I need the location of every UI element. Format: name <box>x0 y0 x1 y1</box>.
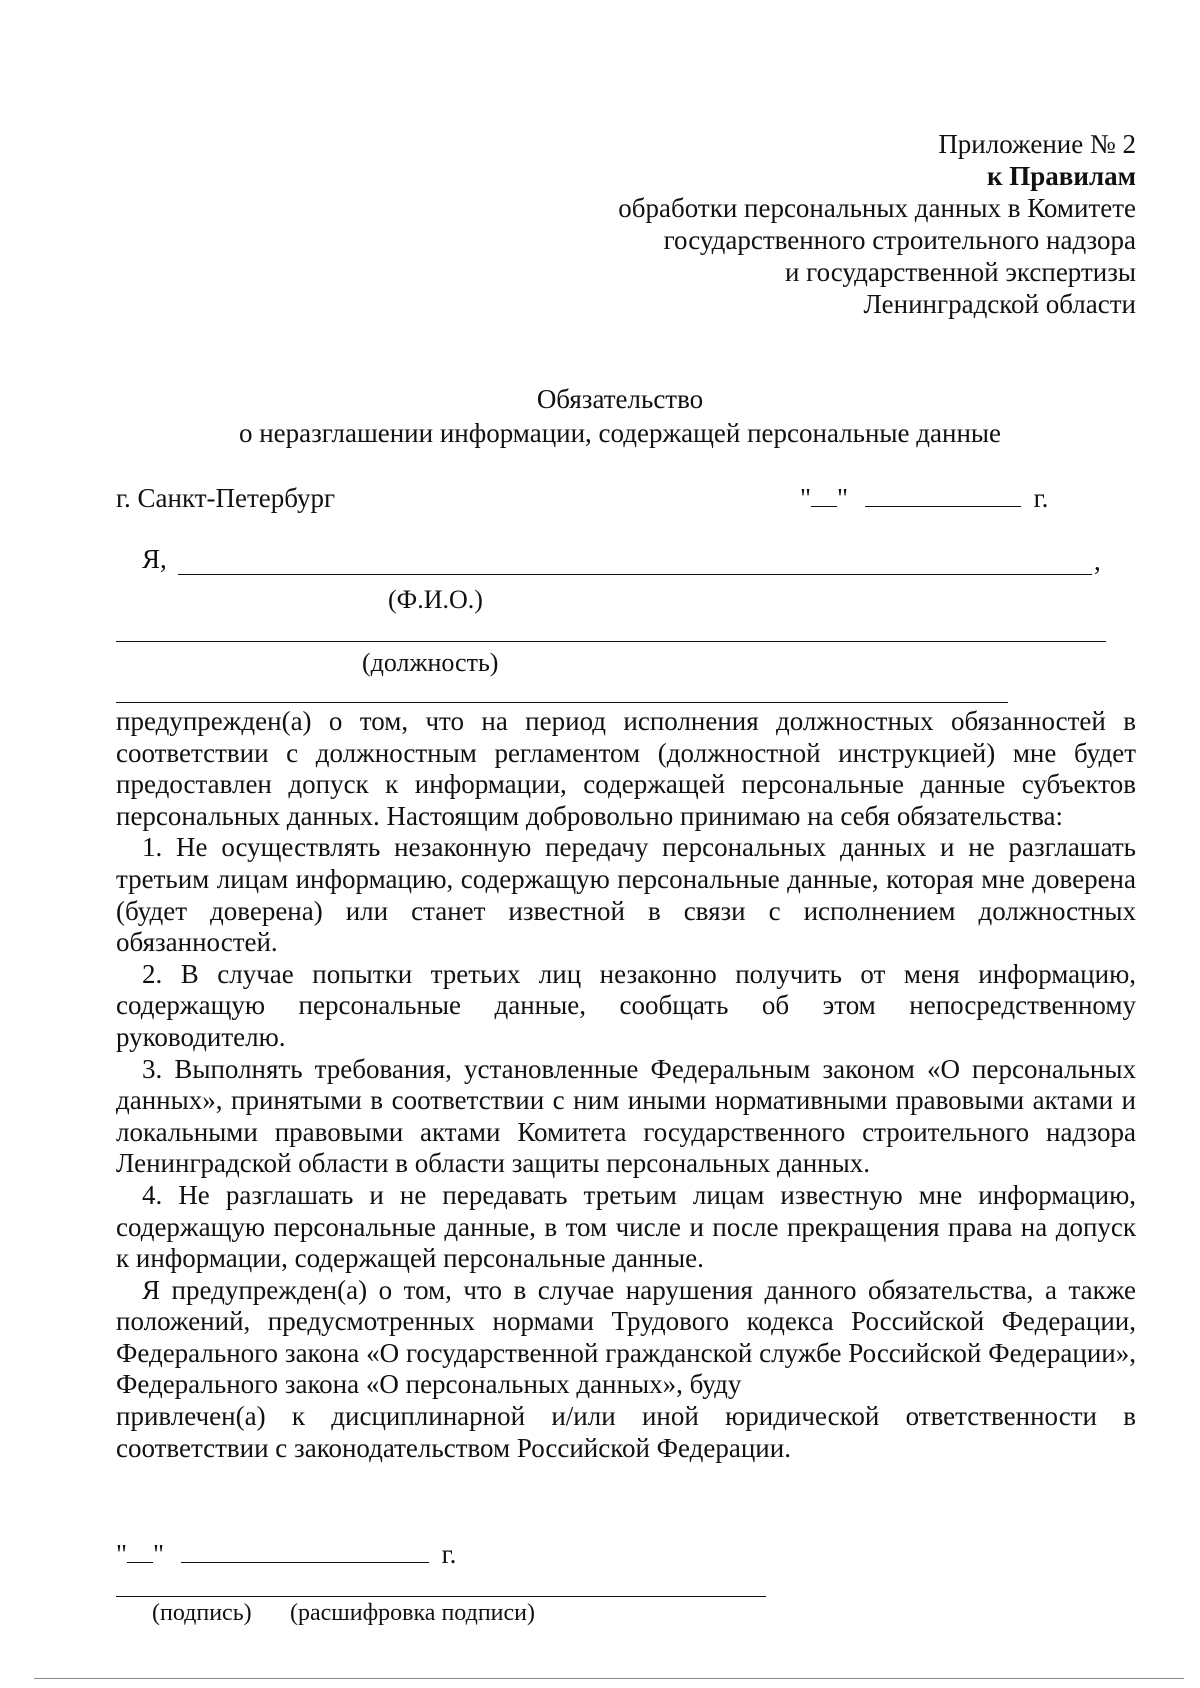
appendix-line-3: обработки персональных данных в Комитете <box>618 193 1136 223</box>
year-suffix: г. <box>1033 483 1049 513</box>
fio-comma: , <box>1094 546 1101 576</box>
date-quote-open: " <box>800 483 812 513</box>
date-field-bottom <box>116 1538 456 1570</box>
position-caption: (должность) <box>362 648 499 677</box>
warning-paragraph-continued: привлечен(а) к дисциплинарной и/или иной юридической ответственности в соответствии с законодательством Российской Федерации. <box>116 1401 1136 1463</box>
body-intro: предупрежден(а) о том, что на период исполнения должностных обязанностей в соответствии с должностным регламентом (должностной инструкцией) мне будет предоставлен допуск к информации, содержащей персональные данные субъектов персональных данных. Настоящим добровольно принимаю на себя обязательства: <box>116 706 1136 831</box>
appendix-rules-ref: к Правилам <box>986 161 1136 191</box>
position-line-2 <box>116 702 1008 703</box>
warning-paragraph: Я предупрежден(а) о том, что в случае нарушения данного обязательства, а также положений, предусмотренных нормами Трудового кодекса Российской Федерации, Федерального закона «О государственной гражданской службе Российской Федерации», Федерального закона «О персональных данных», буду <box>116 1274 1136 1400</box>
date-quote-close: " <box>837 483 849 513</box>
obligation-item-2: 2. В случае попытки третьих лиц незаконно получить от меня информацию, содержащую персональные данные, сообщать об этом непосредственному руководителю. <box>116 958 1136 1052</box>
appendix-line-6: Ленинградской области <box>863 289 1136 319</box>
signature-caption: (подпись) <box>152 1600 252 1626</box>
fio-caption: (Ф.И.О.) <box>388 585 483 614</box>
sign-year-suffix: г. <box>441 1539 457 1569</box>
signature-line <box>116 1596 766 1597</box>
scan-edge-line <box>34 1678 1184 1679</box>
sign-day-blank <box>127 1538 153 1563</box>
date-field-top <box>800 482 1048 514</box>
appendix-line-5: и государственной экспертизы <box>784 257 1136 287</box>
signature-decoding-caption: (расшифровка подписи) <box>290 1600 535 1626</box>
title-main: Обязательство <box>536 384 704 414</box>
title-subtitle: о неразглашении информации, содержащей персональные данные <box>238 418 1002 448</box>
sign-month-blank <box>181 1538 429 1563</box>
city-label: г. Санкт-Петербург <box>116 483 336 513</box>
day-blank <box>811 482 837 507</box>
sign-date-quote-close: " <box>153 1539 165 1569</box>
document-title <box>0 382 1200 450</box>
appendix-number: Приложение № 2 <box>938 129 1136 159</box>
appendix-line-4: государственного строительного надзора <box>663 225 1136 255</box>
month-blank <box>865 482 1021 507</box>
obligation-item-1: 1. Не осуществлять незаконную передачу персональных данных и не разглашать третьим лицам информацию, содержащую персональные данные, которая мне доверена (будет доверена) или станет известной в связи с исполнением должностных обязанностей. <box>116 832 1136 958</box>
sign-date-quote-open: " <box>116 1539 128 1569</box>
document-body <box>116 706 1136 1464</box>
appendix-header <box>516 128 1136 320</box>
obligation-item-4: 4. Не разглашать и не передавать третьим лицам известную мне информацию, содержащую персональные данные, в том числе и после прекращения права на допуск к информации, содержащей персональные данные. <box>116 1179 1136 1274</box>
position-line <box>116 641 1106 642</box>
obligation-item-3: 3. Выполнять требования, установленные Федеральным законом «О персональных данных», принятыми в соответствии с ним иными нормативными правовыми актами и локальными правовыми актами Комитета государственного строительного надзора Ленинградской области в области защиты персональных данных. <box>116 1053 1136 1179</box>
fio-line <box>178 574 1092 575</box>
ya-label: Я, <box>142 544 167 574</box>
